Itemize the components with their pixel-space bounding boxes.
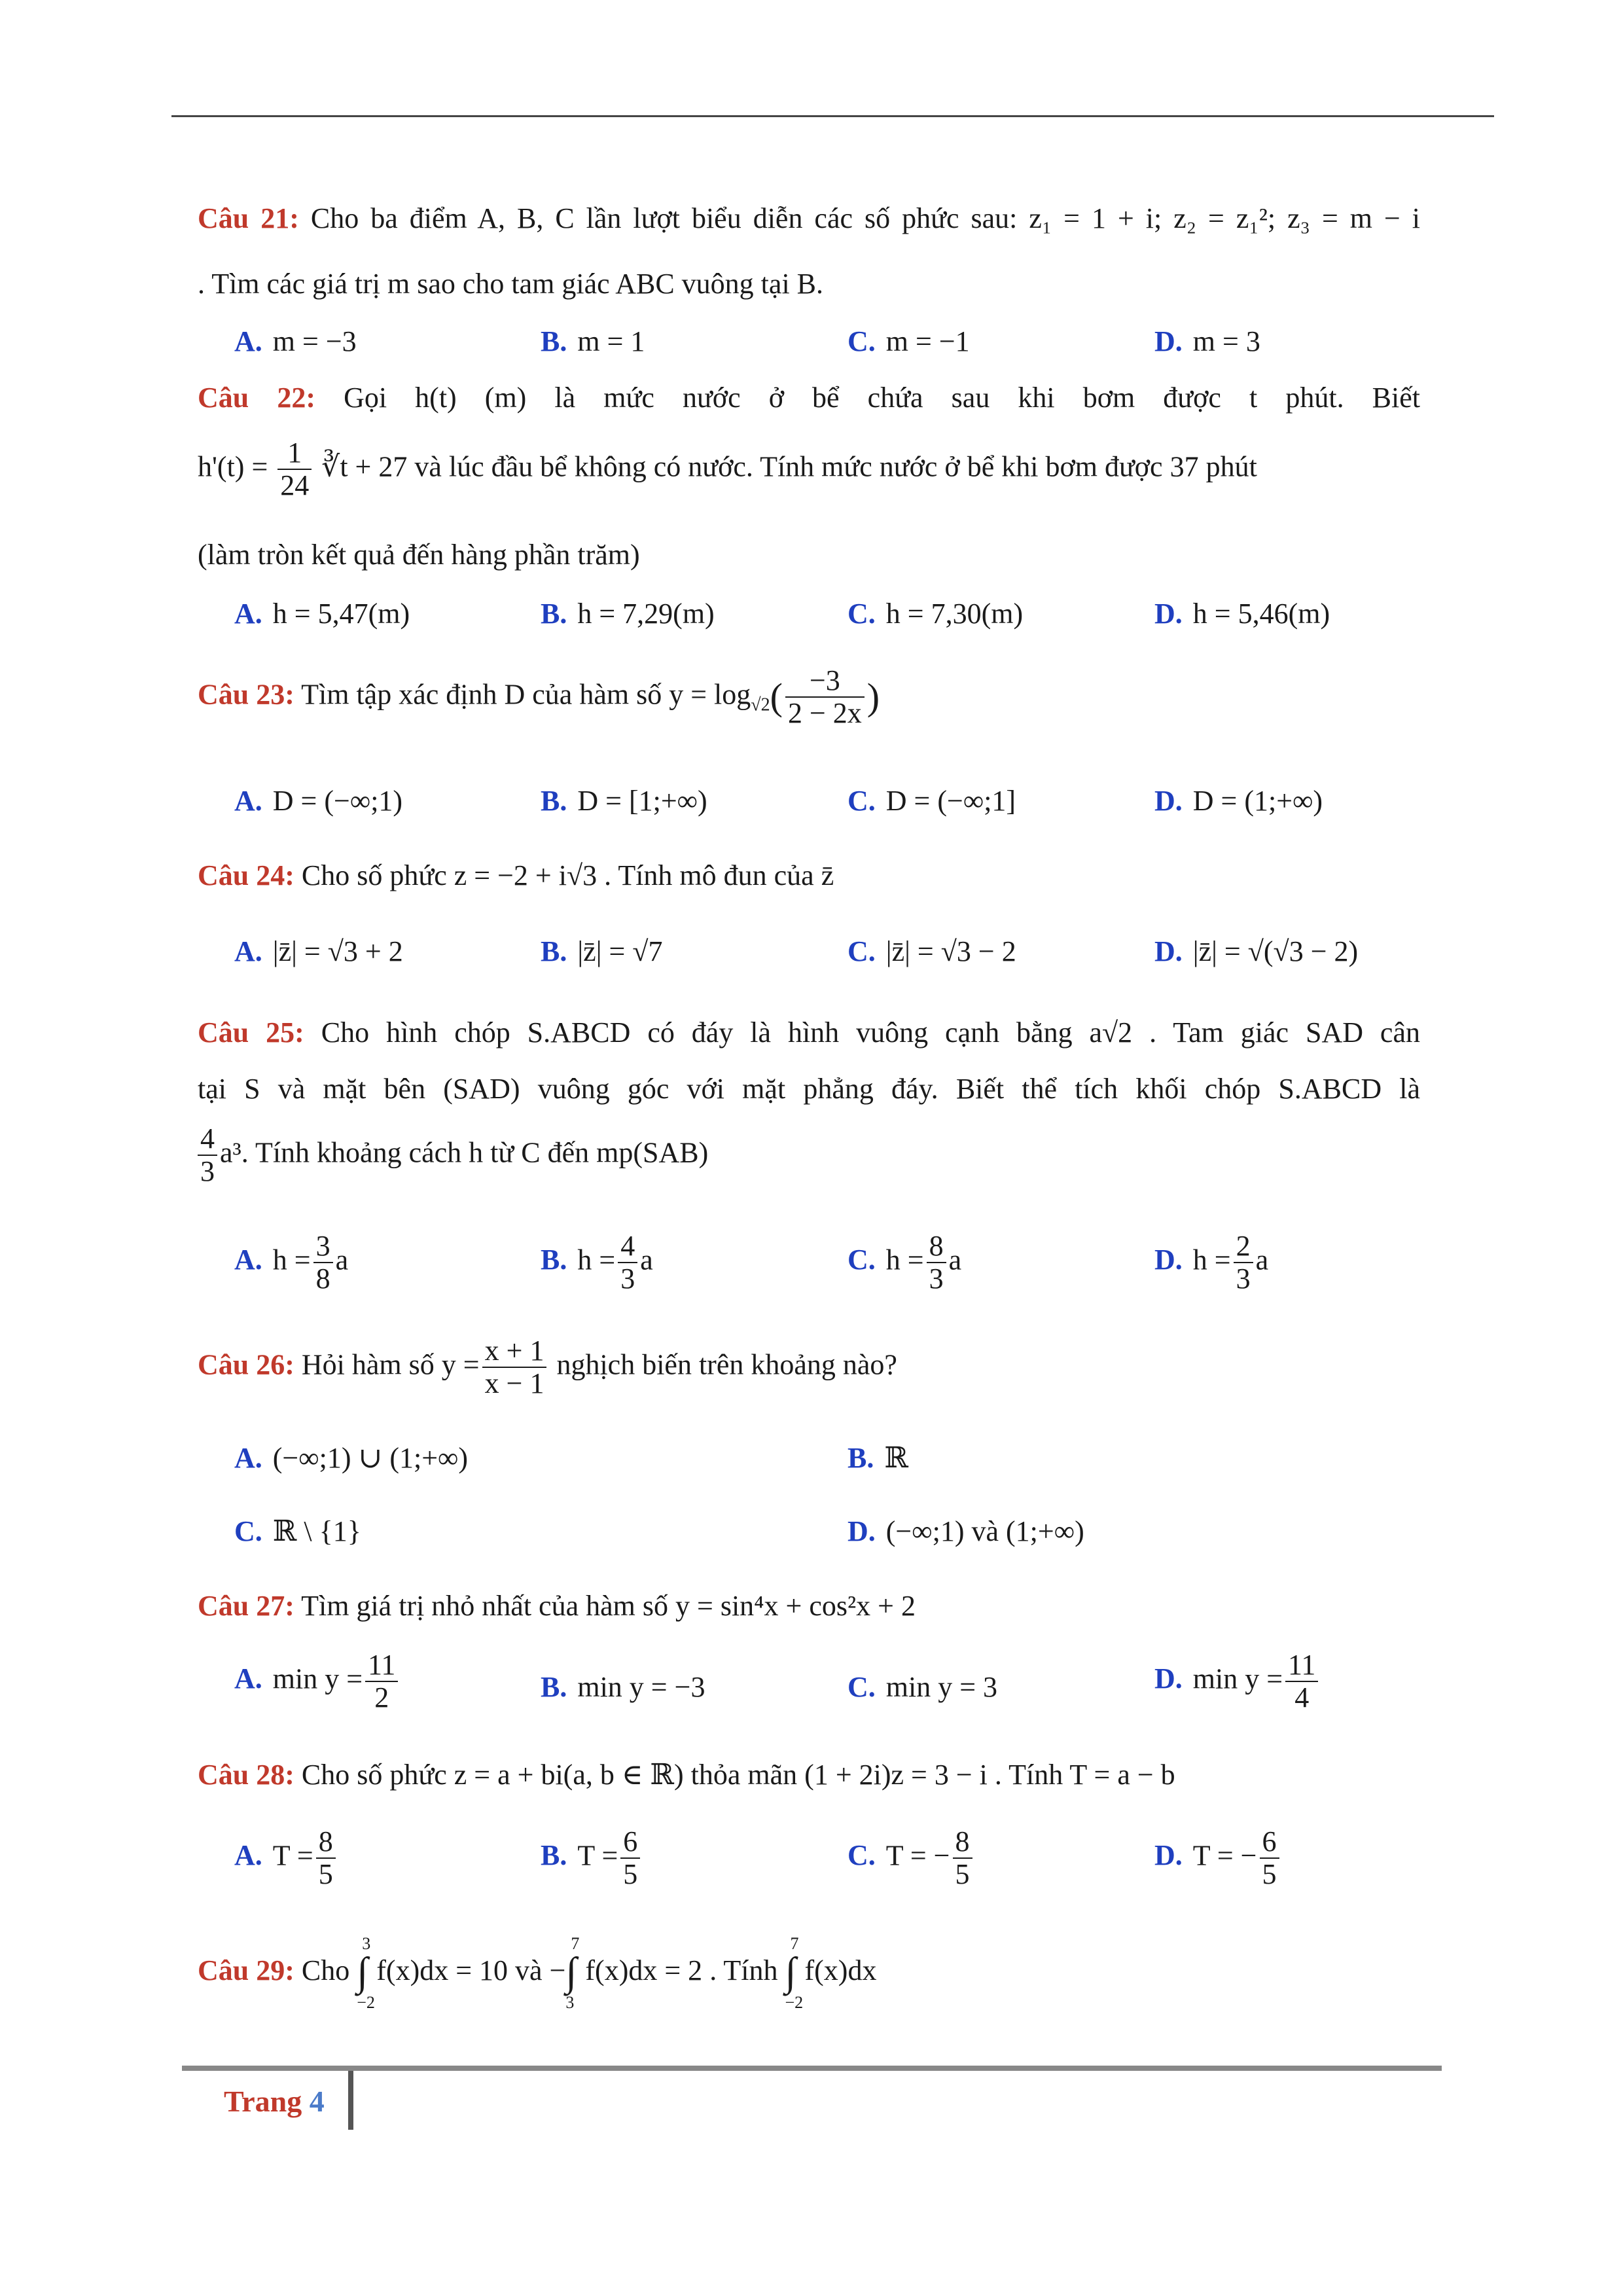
integral-upper-limit: 3 <box>362 1934 371 1953</box>
answer-value: m = 3 <box>1192 325 1260 357</box>
answer-a <box>234 1230 348 1295</box>
formula-lhs: h'(t) = <box>198 450 268 483</box>
integral-body: f(x)dx = 2 <box>585 1954 703 1987</box>
fraction-numerator: 8 <box>953 1826 972 1859</box>
question-math: z̄ <box>821 859 834 891</box>
integral-3: 7 ∫ −2 <box>785 1937 805 2009</box>
fraction-denominator: 5 <box>318 1858 333 1891</box>
answer-value: |z̄| = √3 + 2 <box>272 935 403 967</box>
answer-lhs: T = − <box>1192 1839 1257 1872</box>
question-22-formula-line <box>198 437 1420 502</box>
header-rule <box>171 115 1494 117</box>
formula-lhs: y = <box>441 1348 480 1381</box>
fraction-numerator: 4 <box>198 1123 217 1156</box>
answer-label: B. <box>847 1442 874 1474</box>
fraction-denominator: 3 <box>929 1263 944 1295</box>
question-25-line3 <box>198 1123 1420 1188</box>
integral-1: 3 ∫ −2 <box>357 1937 376 2009</box>
question-text: Cho số phức <box>301 1759 454 1791</box>
answer-label: B. <box>541 598 567 630</box>
fraction <box>1234 1230 1253 1295</box>
answer-a <box>234 784 402 817</box>
answer-label: D. <box>1154 935 1183 967</box>
question-math: mp(SAB) <box>596 1136 709 1169</box>
question-text: Tìm tập xác định D của hàm số <box>301 678 669 711</box>
question-math: z = a + bi(a, b ∈ ℝ) <box>454 1759 684 1791</box>
fraction-numerator: 6 <box>620 1826 640 1859</box>
answer-a <box>234 325 357 358</box>
answer-label: B. <box>541 1839 567 1872</box>
question-text: Cho hình chóp S.ABCD có đáy là hình vuông cạnh bằng <box>321 1016 1090 1049</box>
fraction-numerator: 3 <box>313 1230 333 1263</box>
answer-b <box>541 935 662 968</box>
fraction <box>953 1826 972 1891</box>
answer-value: (−∞;1) ∪ (1;+∞) <box>272 1442 469 1474</box>
question-number: Câu 27: <box>198 1590 294 1622</box>
answer-lhs: min y = <box>1192 1662 1283 1695</box>
answer-a <box>234 597 410 630</box>
question-text: . Tính <box>709 1954 785 1987</box>
fraction-denominator: 5 <box>1262 1858 1277 1891</box>
answer-label: A. <box>234 598 262 630</box>
question-text: Cho số phức <box>301 859 454 891</box>
answer-value: D = (−∞;1) <box>272 785 403 817</box>
answer-c <box>847 784 1016 817</box>
answer-label: D. <box>1154 598 1183 630</box>
answer-value-2: (1;+∞) <box>1006 1515 1084 1547</box>
page-number: 4 <box>309 2085 325 2118</box>
fraction-denominator: 2 <box>374 1681 389 1714</box>
fraction <box>927 1230 946 1295</box>
answer-label: A. <box>234 1244 262 1276</box>
answer-a <box>234 1826 338 1891</box>
answer-label: D. <box>1154 1839 1183 1872</box>
question-number: Câu 24: <box>198 859 294 891</box>
fraction-denominator: 3 <box>1236 1263 1251 1295</box>
answer-label: C. <box>847 1244 876 1276</box>
answer-value: h = 7,29(m) <box>577 598 715 630</box>
answer-lhs: min y = <box>272 1662 363 1695</box>
question-math: z = −2 + i√3 <box>454 859 597 891</box>
fraction <box>316 1826 336 1891</box>
answer-value: ℝ <box>884 1442 908 1474</box>
fraction <box>1285 1649 1318 1714</box>
fraction-numerator: 8 <box>316 1826 336 1859</box>
page-label: Trang <box>224 2085 302 2118</box>
answer-label: A. <box>234 935 262 967</box>
fraction-numerator: 2 <box>1234 1230 1253 1263</box>
answer-label: A. <box>234 1442 262 1474</box>
fraction-denominator: x − 1 <box>484 1367 544 1400</box>
answer-tail: a <box>640 1244 653 1276</box>
question-27 <box>198 1588 1420 1624</box>
integral-lower-limit: −2 <box>357 1992 375 2012</box>
answer-label: B. <box>541 1671 567 1703</box>
integral-body: f(x)dx = 10 <box>376 1954 508 1987</box>
formula-lhs: y = log <box>669 678 751 711</box>
question-21-continued: . Tìm các giá trị m sao cho tam giác ABC vuông tại B. <box>198 268 824 300</box>
answer-label: A. <box>234 1839 262 1872</box>
answer-d <box>1154 1826 1282 1891</box>
answer-c <box>847 1670 997 1704</box>
fraction-numerator: −3 <box>785 665 865 698</box>
question-28 <box>198 1757 1420 1793</box>
answer-value: |z̄| = √7 <box>577 935 663 967</box>
question-text: và lúc đầu bể không có nước. Tính mức nước ở bể khi bơm được 37 phút <box>414 450 1257 483</box>
answer-label: A. <box>234 785 262 817</box>
answer-label: C. <box>847 598 876 630</box>
question-number: Câu 25: <box>198 1016 304 1049</box>
question-23: Câu 23: Tìm tập xác định D của hàm số $y = \log_{√2}$( $\frac{-3}{2 - 2x}$ ) <box>198 664 880 730</box>
answer-value: min y = −3 <box>577 1671 705 1703</box>
integral-upper-limit: 7 <box>790 1934 799 1953</box>
answer-b <box>541 1670 705 1704</box>
answer-value: D = (1;+∞) <box>1192 785 1323 817</box>
answer-a <box>234 1441 468 1475</box>
fraction-numerator: 11 <box>365 1649 398 1682</box>
question-text: nghịch biến trên khoảng nào? <box>549 1348 897 1381</box>
footer-rule <box>182 2066 1442 2071</box>
fraction-numerator: 6 <box>1260 1826 1279 1859</box>
question-29 <box>198 1934 1420 2012</box>
question-21 <box>198 200 1420 236</box>
answer-tail: a <box>948 1244 962 1276</box>
fraction-denominator: 4 <box>1294 1681 1310 1714</box>
question-text: Cho ba điểm A, B, C lần lượt biểu diễn các số phức sau: <box>310 202 1029 234</box>
answer-label: C. <box>847 1839 876 1872</box>
answer-b <box>541 325 645 358</box>
answer-c <box>847 1230 961 1295</box>
answer-c <box>234 1515 361 1548</box>
question-text: Tìm giá trị nhỏ nhất của hàm số <box>301 1590 675 1622</box>
answer-d <box>1154 935 1358 968</box>
answer-tail: a <box>335 1244 349 1276</box>
answer-b <box>541 1826 643 1891</box>
fraction-numerator: 11 <box>1285 1649 1318 1682</box>
answer-lhs: h = <box>885 1244 924 1276</box>
answer-d <box>1154 1649 1321 1714</box>
integral-sign-prefix: − <box>549 1954 566 1987</box>
answer-value: |z̄| = √(√3 − 2) <box>1192 935 1359 967</box>
answer-b <box>541 1230 653 1295</box>
fraction-numerator: 1 <box>277 437 312 470</box>
question-number: Câu 26: <box>198 1348 294 1381</box>
fraction <box>198 1123 217 1188</box>
question-24 <box>198 857 1420 893</box>
fraction-numerator: 4 <box>618 1230 637 1263</box>
integral-lower-limit: 3 <box>565 1992 575 2012</box>
fraction <box>1260 1826 1279 1891</box>
question-math: y = sin⁴x + cos²x + 2 <box>675 1590 916 1622</box>
answer-c <box>847 597 1023 630</box>
answer-value: h = 5,47(m) <box>272 598 410 630</box>
question-number: Câu 28: <box>198 1759 294 1791</box>
question-text: Hỏi hàm số <box>301 1348 442 1381</box>
answer-lhs: T = − <box>885 1839 950 1872</box>
answer-c <box>847 325 970 358</box>
fraction-numerator: 8 <box>927 1230 946 1263</box>
integral-lower-limit: −2 <box>785 1992 804 2012</box>
answer-lhs: T = <box>272 1839 313 1872</box>
answer-d <box>1154 784 1323 817</box>
answer-b <box>541 784 707 817</box>
answer-lhs: h = <box>577 1244 616 1276</box>
answer-tail: a <box>1255 1244 1269 1276</box>
answer-label: C. <box>847 785 876 817</box>
question-number: Câu 22: <box>198 382 315 414</box>
page-footer <box>224 2084 325 2119</box>
question-math: a√2 <box>1089 1016 1133 1049</box>
answer-lhs: h = <box>272 1244 311 1276</box>
question-22-note: (làm tròn kết quả đến hàng phần trăm) <box>198 539 640 571</box>
answer-label: A. <box>234 325 262 357</box>
question-22 <box>198 380 1420 416</box>
fraction <box>620 1826 640 1891</box>
answer-label: A. <box>234 1662 262 1695</box>
answer-label: B. <box>541 785 567 817</box>
answer-label: B. <box>541 935 567 967</box>
answer-d <box>847 1515 1084 1548</box>
answer-b <box>541 597 715 630</box>
answer-value: m = 1 <box>577 325 645 357</box>
question-number: Câu 23: <box>198 678 294 711</box>
question-26 <box>198 1335 1420 1400</box>
answer-a <box>234 935 403 968</box>
answer-label: D. <box>1154 785 1183 817</box>
fraction <box>365 1649 398 1714</box>
fraction <box>618 1230 637 1295</box>
answer-value: D = [1;+∞) <box>577 785 707 817</box>
question-text: thỏa mãn <box>690 1759 805 1791</box>
answer-d <box>1154 325 1260 358</box>
answer-value: ℝ \ {1} <box>272 1515 361 1547</box>
fraction-numerator: x + 1 <box>482 1335 547 1368</box>
answer-value: h = 7,30(m) <box>885 598 1024 630</box>
formula-tail: a³ <box>220 1136 241 1169</box>
question-25 <box>198 1014 1420 1050</box>
integral-upper-limit: 7 <box>571 1934 580 1953</box>
answer-label: D. <box>1154 325 1183 357</box>
answer-value: |z̄| = √3 − 2 <box>885 935 1016 967</box>
question-math: z₁ = 1 + i; z₂ = z₁²; z₃ = m − i <box>1029 202 1420 234</box>
question-text: . Tính <box>994 1759 1070 1791</box>
question-25-line2: tại S và mặt bên (SAD) vuông góc với mặt phẳng đáy. Biết thể tích khối chóp S.ABCD là <box>198 1073 1420 1105</box>
answer-label: C. <box>234 1515 262 1547</box>
fraction-denominator: 2 − 2x <box>787 697 862 730</box>
answer-label: D. <box>1154 1244 1183 1276</box>
answer-label: C. <box>847 1671 876 1703</box>
fraction <box>277 437 312 502</box>
answer-d <box>1154 597 1330 630</box>
answer-value: (−∞;1) <box>885 1515 965 1547</box>
question-text: và <box>515 1954 550 1987</box>
answer-label: C. <box>847 325 876 357</box>
cube-root: ∛t + 27 <box>321 450 408 483</box>
footer-divider <box>348 2071 353 2130</box>
question-text: Gọi h(t) (m) là mức nước ở bể chứa sau khi bơm được t phút. Biết <box>344 382 1420 414</box>
fraction-denominator: 24 <box>280 469 310 502</box>
fraction-denominator: 3 <box>620 1263 635 1295</box>
fraction <box>482 1335 547 1400</box>
answer-d <box>1154 1230 1268 1295</box>
fraction <box>785 665 865 730</box>
question-math: (1 + 2i)z = 3 − i <box>804 1759 988 1791</box>
answer-c <box>847 935 1016 968</box>
question-math: T = a − b <box>1069 1759 1175 1791</box>
answer-value: m = −3 <box>272 325 357 357</box>
question-text: . Tính mô đun của <box>604 859 821 891</box>
fraction-denominator: 5 <box>955 1858 970 1891</box>
answer-value: min y = 3 <box>885 1671 998 1703</box>
answer-label: B. <box>541 325 567 357</box>
answer-label: D. <box>847 1515 876 1547</box>
answer-b <box>847 1441 908 1475</box>
answer-label: B. <box>541 1244 567 1276</box>
answer-label: C. <box>847 935 876 967</box>
log-base: √2 <box>751 694 770 715</box>
fraction-denominator: 3 <box>200 1155 215 1188</box>
answer-lhs: T = <box>577 1839 618 1872</box>
question-number: Câu 21: <box>198 202 299 234</box>
answer-conjunction: và <box>964 1515 1007 1547</box>
answer-a <box>234 1649 401 1714</box>
question-text: Cho <box>301 1954 357 1987</box>
answer-value: m = −1 <box>885 325 970 357</box>
question-text: . Tam giác SAD cân <box>1149 1016 1420 1049</box>
integral-2: 7 ∫ 3 <box>565 1937 585 2009</box>
answer-label: D. <box>1154 1662 1183 1695</box>
fraction-denominator: 8 <box>315 1263 330 1295</box>
answer-value: D = (−∞;1] <box>885 785 1016 817</box>
integral-body: f(x)dx <box>804 1954 877 1987</box>
answer-value: h = 5,46(m) <box>1192 598 1330 630</box>
fraction-denominator: 5 <box>623 1858 638 1891</box>
answer-lhs: h = <box>1192 1244 1231 1276</box>
answer-c <box>847 1826 975 1891</box>
question-number: Câu 29: <box>198 1954 294 1987</box>
question-text: . Tính khoảng cách h từ C đến <box>241 1136 597 1169</box>
fraction <box>313 1230 333 1295</box>
